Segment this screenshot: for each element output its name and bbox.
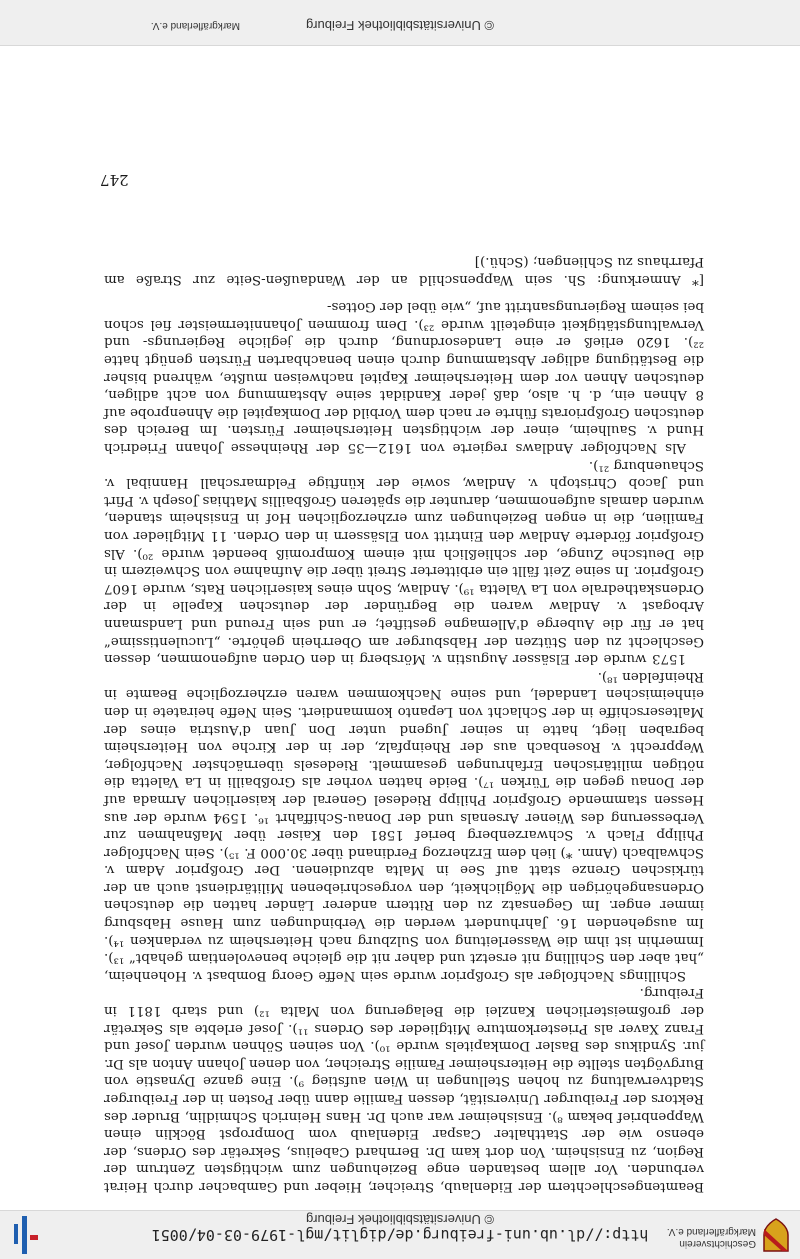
main-text	[104, 253, 704, 1195]
footnote: [* Anmerkung: Sh. sein Wappenschild an der Wandaußen-Seite zur Straße am Pfarrhaus zu Schliengen; (Schü.)]	[104, 254, 704, 287]
society-name-footer: Markgräflerland e.V.	[150, 20, 240, 31]
library-credit-footer: © Universitätsbibliothek Freiburg	[305, 18, 495, 33]
society-name-line2: Markgräflerland e.V.	[666, 1226, 756, 1237]
page-number: 247	[100, 171, 129, 189]
top-banner	[0, 1210, 800, 1259]
paragraph: 1573 wurde der Elsässer Augustin v. Mörsberg in den Orden aufgenommen, dessen Geschlecht zu den Stützen der Habsburger am Oberrhein gehörte. „Luculentissime“ hat er für die Auberge d'Allemagne gestiftet; er und sein Freund und Landsmann Arbogast v. Andlaw waren die Begründer der deutschen Kapelle in der Ordenskathedrale von La Valetta ¹⁹). Andlaw, Sohn eines kaiserlichen Rats, wurde 1607 Großprior. In seine Zeit fällt ein erbitterter Streit über die Aufnahme von Schweizern in die Deutsche Zunge, der schließlich mit einem Kompromiß beendet wurde ²⁰). Als Großprior förderte Andlaw den Eintritt von Elsässern in den Orden. 11 Mitglieder von Familien, die in engen Beziehungen zum erzherzoglichen Hof in Ensisheim standen, wurden damals aufgenommen, darunter die späteren Großbaillis Mathias Joseph v. Pfirt und Jacob Christoph v. Andlaw, sowie der künftige Feldmarschall Hannibal v. Schauenburg ²¹).	[104, 457, 704, 667]
library-credit: © Universitätsbibliothek Freiburg	[305, 1212, 495, 1227]
library-logo-icon	[12, 1216, 38, 1254]
paragraph: Beamtengeschlechtern der Eidenlaub, Streicher, Hieber und Gambacher durch Heirat verbunden. Vor allem bestanden enge Beziehungen zum wichtigsten Zentrum der Region, zu Ensisheim. Von dort kam Dr. Bernhard Cabelius, Sekretär des Ordens, der ebenso wie der Statthalter Caspar Eidenlaub vom Dompropst Böcklin einen Wappenbrief bekam ⁸). Ensisheimer war auch Dr. Hans Heinrich Schmidlin, Bruder des Rektors der Freiburger Universität, dessen Familie dann über Posten in der Freiburger Stadtverwaltung zu hohen Stellungen in Wien aufstieg ⁹). Eine ganze Dynastie von Burgvögten stellte die Heitersheimer Familie Streicher, von denen Johann Anton als Dr. jur. Syndikus des Basler Domkapitels wurde ¹⁰). Von seinen Söhnen wurden Josef und Franz Xaver als Priesterkomture Mitglieder des Ordens ¹¹). Josef erlebte als Sekretär der großmeisterlichen Kanzlei die Belagerung von Malta ¹²) und starb 1811 in Freiburg.	[104, 985, 704, 1194]
bottom-banner	[0, 0, 800, 46]
society-name-line1: Geschichtsverein	[679, 1238, 756, 1249]
document-url[interactable]: http://dl.ub.uni-freiburg.de/diglit/mgl-1979-03-04/0051	[151, 1226, 649, 1244]
paragraph: Als Nachfolger Andlaws regierte von 1612—35 der Rheinhesse Johann Friedrich Hund v. Saulheim, einer der wichtigsten Heitersheimer Fürsten. Im Bereich des deutschen Großpriorats führte er nach dem Vorbild der Domkapitel die Ahnenprobe auf 8 Ahnen ein, d. h. also, daß jeder Kandidat seine Abstammung von acht adligen, deutschen Ahnen vor dem Heitersheimer Kapitel nachweisen mußte, während bisher die Bestätigung adliger Abstammung durch einen benachbarten Fürsten genügt hatte ²²). 1620 erließ er eine Landesordnung, durch die jegliche Regierungs- und Verwaltungstätigkeit eingeteilt wurde ²³). Dem frommen Johannitermeister fiel schon bei seinem Regierungsantritt auf, „wie übel der Gottes-	[104, 299, 704, 456]
paragraph: Schillings Nachfolger als Großprior wurde sein Neffe Georg Bombast v. Hohenheim, „hat aber den Schilling nit ersetzt und daher nit die gleiche benevolentiam gehabt“ ¹³). Immerhin ist ihm die Wasserleitung von Sulzburg nach Heitersheim zu verdanken ¹⁴). Im ausgehenden 16. Jahrhundert werden die Verbindungen zum Hause Habsburg immer enger. Im Gegensatz zu den Rittern anderer Länder hatten die deutschen Ordensangehörigen die Möglichkeit, den vorgeschriebenen Militärdienst auch an der türkischen Grenze statt auf See in Malta abzudienen. Der Großprior Adam v. Schwalbach (Anm. *) lieh dem Erzherzog Ferdinand über 30.000 F. ¹⁵). Sein Nachfolger Philipp Flach v. Schwarzenberg berief 1581 den Kaiser über Maßnahmen zur Verbesserung des Wiener Arsenals und der Donau-Schiffahrt ¹⁶. 1594 wurde der aus Hessen stammende Großprior Philipp Riedesel General der kaiserlichen Armada auf der Donau gegen die Türken ¹⁷). Beide hatten vorher als Großbailli in La Valetta die nötigen militärischen Erfahrungen gesammelt. Riedesels übernächster Nachfolger, Wepprecht v. Rosenbach aus der Rheinpfalz, der in der Kirche von Heitersheim begraben liegt, hatte in seiner Jugend unter Don Juan d'Austria eines der Malteserschiffe in der Schlacht von Lepanto kommandiert. Sein Neffe heiratete in den einheimischen Landadel, und seine Nachkommen waren erzherzogliche Beamte in Rheinfelden ¹⁸).	[104, 668, 704, 983]
